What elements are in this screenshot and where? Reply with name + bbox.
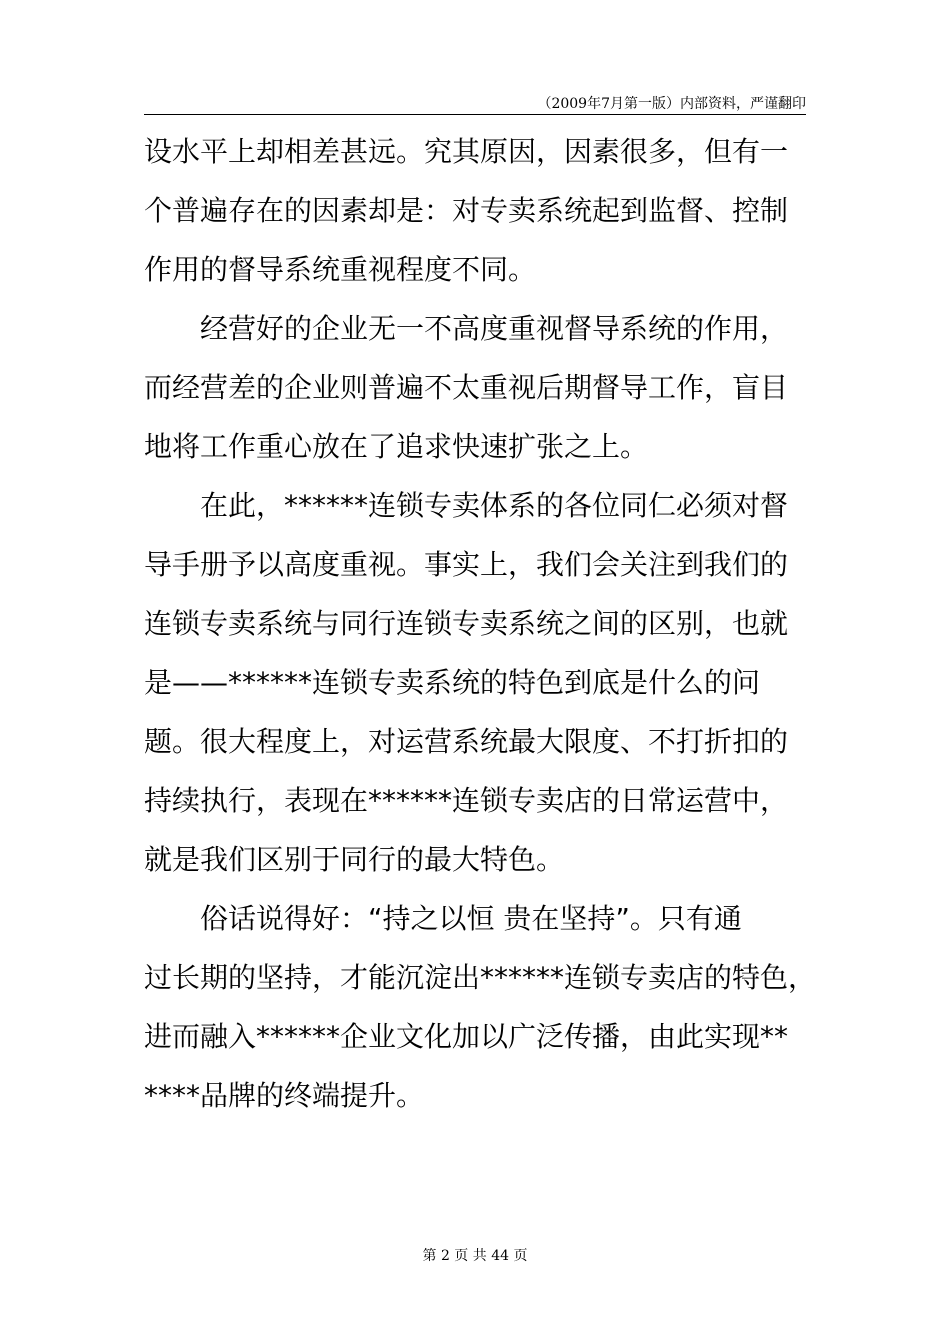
body-line: 俗话说得好：“持之以恒 贵在坚持”。只有通 (144, 902, 742, 935)
body-line: 进而融入******企业文化加以广泛传播，由此实现** (144, 1020, 789, 1053)
body-line: 经营好的企业无一不高度重视督导系统的作用， (144, 312, 789, 345)
page-footer (0, 1246, 950, 1266)
body-line: 题。很大程度上，对运营系统最大限度、不打折扣的 (144, 725, 789, 758)
body-line: 个普遍存在的因素却是：对专卖系统起到监督、控制 (144, 194, 789, 227)
body-line: 作用的督导系统重视程度不同。 (144, 253, 537, 286)
body-line: 是——******连锁专卖系统的特色到底是什么的问 (144, 666, 761, 699)
body-line: 持续执行，表现在******连锁专卖店的日常运营中， (144, 784, 789, 817)
body-line: 在此，******连锁专卖体系的各位同仁必须对督 (144, 489, 789, 522)
body-line: ****品牌的终端提升。 (144, 1079, 425, 1112)
body-line: 地将工作重心放在了追求快速扩张之上。 (144, 430, 649, 463)
body-line: 过长期的坚持，才能沉淀出******连锁专卖店的特色， (144, 961, 817, 994)
body-line: 就是我们区别于同行的最大特色。 (144, 843, 565, 876)
page-header (144, 94, 806, 115)
body-line: 设水平上却相差甚远。究其原因，因素很多，但有一 (144, 135, 789, 168)
document-body (144, 122, 817, 1125)
body-line: 导手册予以高度重视。事实上，我们会关注到我们的 (144, 548, 789, 581)
page-number: 第 2 页 共 44 页 (422, 1248, 528, 1264)
header-text: （2009年7月第一版）内部资料，严谨翻印 (537, 96, 806, 112)
body-line: 连锁专卖系统与同行连锁专卖系统之间的区别，也就 (144, 607, 789, 640)
body-line: 而经营差的企业则普遍不太重视后期督导工作，盲目 (144, 371, 789, 404)
